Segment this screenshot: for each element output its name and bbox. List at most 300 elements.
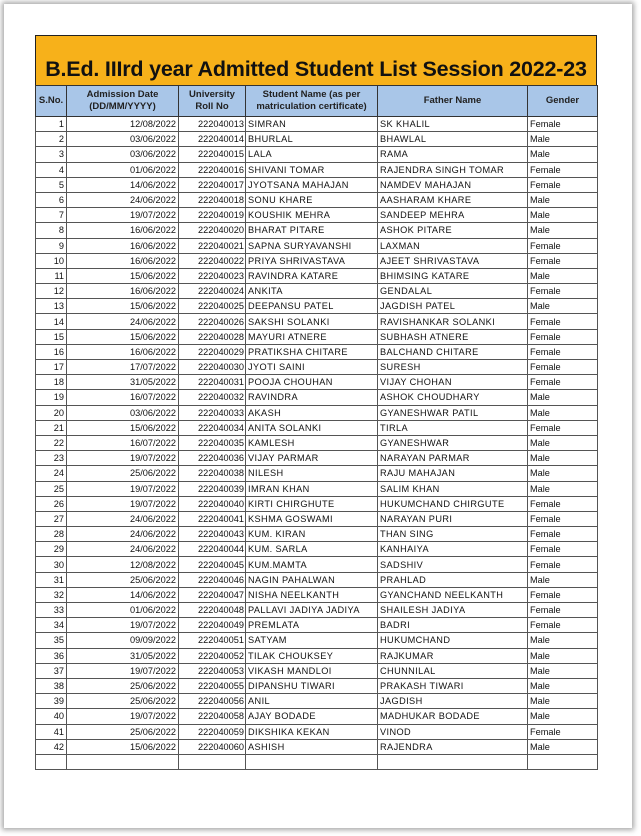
table-row — [36, 557, 598, 572]
cell-admission-date: 16/06/2022 — [67, 284, 179, 299]
cell-father-name: SANDEEP MEHRA — [378, 208, 528, 223]
cell-sno: 28 — [36, 527, 67, 542]
table-row — [36, 253, 598, 268]
cell-father-name: JAGDISH — [378, 694, 528, 709]
cell-roll-no: 222040017 — [179, 177, 246, 192]
cell-student-name: SAPNA SURYAVANSHI — [246, 238, 378, 253]
student-table — [35, 85, 598, 770]
table-row — [36, 268, 598, 283]
cell-sno: 3 — [36, 147, 67, 162]
cell-admission-date: 17/07/2022 — [67, 360, 179, 375]
cell-student-name: PRIYA SHRIVASTAVA — [246, 253, 378, 268]
cell-roll-no: 222040015 — [179, 147, 246, 162]
table-row — [36, 162, 598, 177]
cell-student-name: DIKSHIKA KEKAN — [246, 724, 378, 739]
cell-father-name: AJEET SHRIVASTAVA — [378, 253, 528, 268]
cell-admission-date: 16/06/2022 — [67, 344, 179, 359]
cell-student-name: KUM. KIRAN — [246, 527, 378, 542]
cell-father-name: VINOD — [378, 724, 528, 739]
cell-gender: Female — [528, 557, 598, 572]
cell-admission-date: 25/06/2022 — [67, 572, 179, 587]
cell-student-name: ANIL — [246, 694, 378, 709]
cell-gender: Female — [528, 527, 598, 542]
cell-student-name: PRATIKSHA CHITARE — [246, 344, 378, 359]
cell-admission-date: 24/06/2022 — [67, 314, 179, 329]
cell-admission-date: 19/07/2022 — [67, 496, 179, 511]
cell-roll-no: 222040047 — [179, 587, 246, 602]
cell-gender: Female — [528, 177, 598, 192]
cell-gender: Male — [528, 678, 598, 693]
cell-father-name: PRAKASH TIWARI — [378, 678, 528, 693]
cell-father-name: RAMA — [378, 147, 528, 162]
table-row — [36, 633, 598, 648]
cell-student-name: POOJA CHOUHAN — [246, 375, 378, 390]
empty-cell — [67, 754, 179, 769]
cell-gender: Female — [528, 587, 598, 602]
table-row — [36, 435, 598, 450]
cell-sno: 16 — [36, 344, 67, 359]
table-row — [36, 724, 598, 739]
table-row — [36, 709, 598, 724]
cell-sno: 2 — [36, 132, 67, 147]
cell-admission-date: 19/07/2022 — [67, 663, 179, 678]
cell-sno: 11 — [36, 268, 67, 283]
title-banner — [35, 35, 597, 85]
cell-gender: Male — [528, 132, 598, 147]
cell-gender: Male — [528, 481, 598, 496]
cell-sno: 34 — [36, 618, 67, 633]
cell-student-name: DIPANSHU TIWARI — [246, 678, 378, 693]
cell-gender: Female — [528, 253, 598, 268]
cell-roll-no: 222040034 — [179, 420, 246, 435]
table-row — [36, 678, 598, 693]
cell-sno: 23 — [36, 451, 67, 466]
cell-admission-date: 03/06/2022 — [67, 405, 179, 420]
cell-roll-no: 222040032 — [179, 390, 246, 405]
cell-admission-date: 15/06/2022 — [67, 329, 179, 344]
cell-student-name: KAMLESH — [246, 435, 378, 450]
cell-father-name: LAXMAN — [378, 238, 528, 253]
cell-admission-date: 19/07/2022 — [67, 208, 179, 223]
cell-student-name: KIRTI CHIRGHUTE — [246, 496, 378, 511]
cell-roll-no: 222040028 — [179, 329, 246, 344]
cell-student-name: SAKSHI SOLANKI — [246, 314, 378, 329]
cell-father-name: NARAYAN PURI — [378, 511, 528, 526]
cell-admission-date: 25/06/2022 — [67, 724, 179, 739]
cell-student-name: MAYURI ATNERE — [246, 329, 378, 344]
table-row — [36, 511, 598, 526]
cell-student-name: RAVINDRA KATARE — [246, 268, 378, 283]
header-student-name: Student Name (as per matriculation certificate) — [246, 86, 378, 117]
table-row — [36, 542, 598, 557]
cell-admission-date: 01/06/2022 — [67, 603, 179, 618]
table-row — [36, 299, 598, 314]
table-row — [36, 375, 598, 390]
cell-gender: Male — [528, 435, 598, 450]
cell-student-name: DEEPANSU PATEL — [246, 299, 378, 314]
cell-sno: 20 — [36, 405, 67, 420]
cell-student-name: AJAY BODADE — [246, 709, 378, 724]
cell-gender: Female — [528, 375, 598, 390]
cell-gender: Male — [528, 633, 598, 648]
cell-father-name: JAGDISH PATEL — [378, 299, 528, 314]
cell-father-name: RAJKUMAR — [378, 648, 528, 663]
cell-gender: Female — [528, 618, 598, 633]
table-row — [36, 618, 598, 633]
cell-roll-no: 222040051 — [179, 633, 246, 648]
cell-admission-date: 25/06/2022 — [67, 466, 179, 481]
cell-student-name: RAVINDRA — [246, 390, 378, 405]
cell-roll-no: 222040044 — [179, 542, 246, 557]
table-row — [36, 663, 598, 678]
cell-admission-date: 16/06/2022 — [67, 223, 179, 238]
cell-sno: 36 — [36, 648, 67, 663]
cell-student-name: ANKITA — [246, 284, 378, 299]
table-row — [36, 603, 598, 618]
cell-father-name: HUKUMCHAND — [378, 633, 528, 648]
cell-father-name: NARAYAN PARMAR — [378, 451, 528, 466]
cell-father-name: HUKUMCHAND CHIRGUTE — [378, 496, 528, 511]
cell-sno: 5 — [36, 177, 67, 192]
cell-admission-date: 09/09/2022 — [67, 633, 179, 648]
empty-cell — [36, 754, 67, 769]
table-row — [36, 284, 598, 299]
table-row — [36, 420, 598, 435]
cell-student-name: SHIVANI TOMAR — [246, 162, 378, 177]
cell-admission-date: 03/06/2022 — [67, 132, 179, 147]
table-row — [36, 496, 598, 511]
table-body — [36, 117, 598, 770]
table-row — [36, 466, 598, 481]
cell-gender: Female — [528, 542, 598, 557]
table-row — [36, 481, 598, 496]
cell-admission-date: 16/07/2022 — [67, 390, 179, 405]
cell-admission-date: 25/06/2022 — [67, 694, 179, 709]
cell-roll-no: 222040022 — [179, 253, 246, 268]
cell-roll-no: 222040029 — [179, 344, 246, 359]
cell-student-name: PREMLATA — [246, 618, 378, 633]
cell-sno: 4 — [36, 162, 67, 177]
cell-gender: Male — [528, 268, 598, 283]
cell-student-name: SONU KHARE — [246, 192, 378, 207]
cell-admission-date: 15/06/2022 — [67, 420, 179, 435]
cell-roll-no: 222040036 — [179, 451, 246, 466]
cell-sno: 9 — [36, 238, 67, 253]
cell-student-name: LALA — [246, 147, 378, 162]
cell-roll-no: 222040030 — [179, 360, 246, 375]
cell-sno: 1 — [36, 117, 67, 132]
cell-gender: Female — [528, 314, 598, 329]
cell-admission-date: 24/06/2022 — [67, 542, 179, 557]
cell-student-name: BHARAT PITARE — [246, 223, 378, 238]
cell-sno: 32 — [36, 587, 67, 602]
cell-father-name: CHUNNILAL — [378, 663, 528, 678]
cell-roll-no: 222040056 — [179, 694, 246, 709]
cell-sno: 13 — [36, 299, 67, 314]
cell-admission-date: 12/08/2022 — [67, 557, 179, 572]
cell-student-name: KSHMA GOSWAMI — [246, 511, 378, 526]
cell-student-name: IMRAN KHAN — [246, 481, 378, 496]
cell-roll-no: 222040016 — [179, 162, 246, 177]
cell-sno: 7 — [36, 208, 67, 223]
cell-admission-date: 31/05/2022 — [67, 648, 179, 663]
cell-father-name: GENDALAL — [378, 284, 528, 299]
cell-student-name: JYOTSANA MAHAJAN — [246, 177, 378, 192]
cell-roll-no: 222040020 — [179, 223, 246, 238]
cell-roll-no: 222040049 — [179, 618, 246, 633]
table-row — [36, 238, 598, 253]
cell-father-name: TIRLA — [378, 420, 528, 435]
cell-father-name: RAVISHANKAR SOLANKI — [378, 314, 528, 329]
cell-sno: 33 — [36, 603, 67, 618]
cell-sno: 19 — [36, 390, 67, 405]
cell-student-name: NISHA NEELKANTH — [246, 587, 378, 602]
cell-father-name: GYANESHWAR — [378, 435, 528, 450]
page-title: B.Ed. IIIrd year Admitted Student List Session 2022-23 — [45, 57, 587, 81]
cell-gender: Male — [528, 451, 598, 466]
cell-father-name: SK KHALIL — [378, 117, 528, 132]
cell-gender: Male — [528, 694, 598, 709]
cell-admission-date: 01/06/2022 — [67, 162, 179, 177]
header-row — [36, 86, 598, 117]
table-row — [36, 177, 598, 192]
cell-gender: Female — [528, 603, 598, 618]
cell-father-name: ASHOK CHOUDHARY — [378, 390, 528, 405]
cell-gender: Female — [528, 329, 598, 344]
cell-admission-date: 15/06/2022 — [67, 268, 179, 283]
cell-sno: 10 — [36, 253, 67, 268]
cell-admission-date: 24/06/2022 — [67, 527, 179, 542]
cell-father-name: ASHOK PITARE — [378, 223, 528, 238]
cell-gender: Female — [528, 724, 598, 739]
cell-student-name: PALLAVI JADIYA JADIYA — [246, 603, 378, 618]
cell-sno: 15 — [36, 329, 67, 344]
table-row — [36, 694, 598, 709]
cell-sno: 17 — [36, 360, 67, 375]
cell-gender: Female — [528, 511, 598, 526]
cell-sno: 25 — [36, 481, 67, 496]
cell-admission-date: 12/08/2022 — [67, 117, 179, 132]
table-row — [36, 132, 598, 147]
cell-gender: Female — [528, 117, 598, 132]
cell-gender: Male — [528, 405, 598, 420]
cell-father-name: GYANESHWAR PATIL — [378, 405, 528, 420]
cell-roll-no: 222040019 — [179, 208, 246, 223]
table-row — [36, 405, 598, 420]
cell-student-name: AKASH — [246, 405, 378, 420]
cell-admission-date: 24/06/2022 — [67, 192, 179, 207]
cell-roll-no: 222040048 — [179, 603, 246, 618]
empty-cell — [378, 754, 528, 769]
cell-student-name: KOUSHIK MEHRA — [246, 208, 378, 223]
table-row — [36, 147, 598, 162]
cell-gender: Male — [528, 466, 598, 481]
cell-roll-no: 222040053 — [179, 663, 246, 678]
cell-admission-date: 19/07/2022 — [67, 481, 179, 496]
cell-father-name: GYANCHAND NEELKANTH — [378, 587, 528, 602]
cell-sno: 37 — [36, 663, 67, 678]
cell-father-name: KANHAIYA — [378, 542, 528, 557]
cell-sno: 14 — [36, 314, 67, 329]
cell-admission-date: 19/07/2022 — [67, 709, 179, 724]
cell-father-name: NAMDEV MAHAJAN — [378, 177, 528, 192]
cell-roll-no: 222040052 — [179, 648, 246, 663]
cell-sno: 31 — [36, 572, 67, 587]
header-roll-no: University Roll No — [179, 86, 246, 117]
cell-student-name: NAGIN PAHALWAN — [246, 572, 378, 587]
cell-gender: Male — [528, 192, 598, 207]
cell-roll-no: 222040039 — [179, 481, 246, 496]
table-row — [36, 344, 598, 359]
cell-gender: Female — [528, 284, 598, 299]
cell-gender: Male — [528, 390, 598, 405]
cell-admission-date: 14/06/2022 — [67, 587, 179, 602]
cell-sno: 42 — [36, 739, 67, 754]
table-row — [36, 329, 598, 344]
cell-student-name: JYOTI SAINI — [246, 360, 378, 375]
cell-admission-date: 16/07/2022 — [67, 435, 179, 450]
cell-sno: 12 — [36, 284, 67, 299]
cell-gender: Female — [528, 238, 598, 253]
cell-student-name: KUM.MAMTA — [246, 557, 378, 572]
header-gender: Gender — [528, 86, 598, 117]
cell-father-name: SUBHASH ATNERE — [378, 329, 528, 344]
cell-admission-date: 25/06/2022 — [67, 678, 179, 693]
cell-roll-no: 222040033 — [179, 405, 246, 420]
cell-roll-no: 222040025 — [179, 299, 246, 314]
table-row — [36, 451, 598, 466]
cell-roll-no: 222040035 — [179, 435, 246, 450]
student-list-sheet — [35, 35, 597, 770]
header-father-name: Father Name — [378, 86, 528, 117]
cell-father-name: SURESH — [378, 360, 528, 375]
cell-father-name: RAJENDRA — [378, 739, 528, 754]
cell-roll-no: 222040014 — [179, 132, 246, 147]
cell-roll-no: 222040043 — [179, 527, 246, 542]
cell-father-name: MADHUKAR BODADE — [378, 709, 528, 724]
cell-father-name: SALIM KHAN — [378, 481, 528, 496]
cell-sno: 41 — [36, 724, 67, 739]
table-row — [36, 208, 598, 223]
cell-student-name: NILESH — [246, 466, 378, 481]
cell-student-name: ASHISH — [246, 739, 378, 754]
cell-roll-no: 222040058 — [179, 709, 246, 724]
cell-roll-no: 222040026 — [179, 314, 246, 329]
cell-student-name: TILAK CHOUKSEY — [246, 648, 378, 663]
cell-father-name: RAJENDRA SINGH TOMAR — [378, 162, 528, 177]
cell-sno: 38 — [36, 678, 67, 693]
cell-roll-no: 222040013 — [179, 117, 246, 132]
header-sno: S.No. — [36, 86, 67, 117]
empty-cell — [246, 754, 378, 769]
cell-gender: Male — [528, 223, 598, 238]
cell-father-name: BHIMSING KATARE — [378, 268, 528, 283]
cell-father-name: BHAWLAL — [378, 132, 528, 147]
cell-gender: Female — [528, 496, 598, 511]
table-row — [36, 360, 598, 375]
cell-father-name: BADRI — [378, 618, 528, 633]
cell-gender: Male — [528, 299, 598, 314]
cell-gender: Male — [528, 147, 598, 162]
cell-father-name: THAN SING — [378, 527, 528, 542]
table-row — [36, 587, 598, 602]
cell-father-name: SADSHIV — [378, 557, 528, 572]
cell-roll-no: 222040021 — [179, 238, 246, 253]
cell-sno: 6 — [36, 192, 67, 207]
table-row — [36, 572, 598, 587]
cell-sno: 40 — [36, 709, 67, 724]
cell-gender: Male — [528, 648, 598, 663]
table-row — [36, 527, 598, 542]
cell-student-name: KUM. SARLA — [246, 542, 378, 557]
cell-father-name: BALCHAND CHITARE — [378, 344, 528, 359]
cell-admission-date: 03/06/2022 — [67, 147, 179, 162]
cell-roll-no: 222040055 — [179, 678, 246, 693]
table-row — [36, 314, 598, 329]
cell-roll-no: 222040024 — [179, 284, 246, 299]
cell-gender: Male — [528, 739, 598, 754]
table-row — [36, 739, 598, 754]
cell-roll-no: 222040040 — [179, 496, 246, 511]
cell-gender: Male — [528, 208, 598, 223]
cell-father-name: AASHARAM KHARE — [378, 192, 528, 207]
cell-roll-no: 222040046 — [179, 572, 246, 587]
cell-roll-no: 222040031 — [179, 375, 246, 390]
cell-father-name: VIJAY CHOHAN — [378, 375, 528, 390]
cell-sno: 30 — [36, 557, 67, 572]
cell-sno: 39 — [36, 694, 67, 709]
cell-sno: 26 — [36, 496, 67, 511]
cell-roll-no: 222040038 — [179, 466, 246, 481]
cell-gender: Female — [528, 344, 598, 359]
table-row — [36, 648, 598, 663]
table-row — [36, 223, 598, 238]
cell-gender: Male — [528, 572, 598, 587]
cell-admission-date: 16/06/2022 — [67, 253, 179, 268]
cell-sno: 18 — [36, 375, 67, 390]
cell-student-name: SIMRAN — [246, 117, 378, 132]
cell-roll-no: 222040060 — [179, 739, 246, 754]
table-row — [36, 117, 598, 132]
cell-roll-no: 222040018 — [179, 192, 246, 207]
cell-admission-date: 15/06/2022 — [67, 299, 179, 314]
cell-student-name: SATYAM — [246, 633, 378, 648]
cell-gender: Male — [528, 663, 598, 678]
cell-sno: 27 — [36, 511, 67, 526]
cell-admission-date: 15/06/2022 — [67, 739, 179, 754]
cell-roll-no: 222040023 — [179, 268, 246, 283]
cell-student-name: ANITA SOLANKI — [246, 420, 378, 435]
cell-admission-date: 19/07/2022 — [67, 451, 179, 466]
cell-admission-date: 24/06/2022 — [67, 511, 179, 526]
cell-gender: Female — [528, 420, 598, 435]
cell-admission-date: 16/06/2022 — [67, 238, 179, 253]
cell-admission-date: 19/07/2022 — [67, 618, 179, 633]
cell-gender: Female — [528, 360, 598, 375]
cell-father-name: RAJU MAHAJAN — [378, 466, 528, 481]
cell-gender: Female — [528, 162, 598, 177]
empty-cell — [179, 754, 246, 769]
cell-gender: Male — [528, 709, 598, 724]
cell-sno: 35 — [36, 633, 67, 648]
cell-sno: 22 — [36, 435, 67, 450]
cell-student-name: VIKASH MANDLOI — [246, 663, 378, 678]
cell-father-name: SHAILESH JADIYA — [378, 603, 528, 618]
header-admission-date: Admission Date (DD/MM/YYYY) — [67, 86, 179, 117]
cell-roll-no: 222040041 — [179, 511, 246, 526]
cell-roll-no: 222040045 — [179, 557, 246, 572]
table-row — [36, 192, 598, 207]
